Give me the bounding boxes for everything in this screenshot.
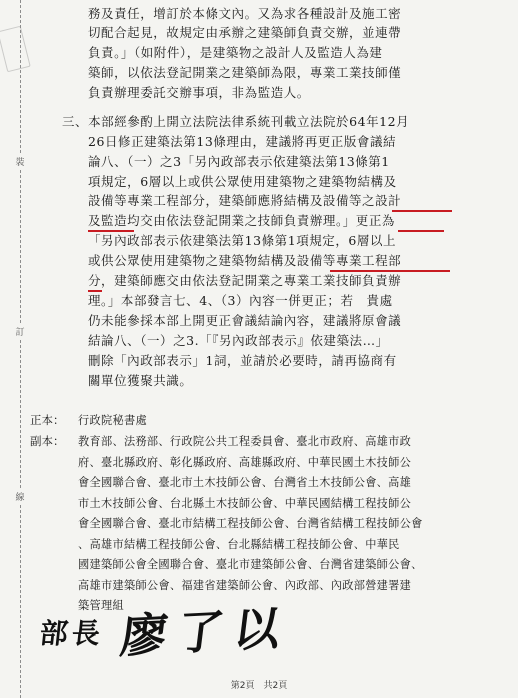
binding-mark-zhuang: 裝 [12,155,28,168]
body-line: 26日修正建築法第13條理由，建議將再更正版會議結 [88,134,397,149]
binding-mark-ding: 訂 [12,325,28,338]
page-number: 第2頁 共2頁 [230,681,288,691]
binding-mark-xian: 線 [12,490,28,503]
body-line: 關單位獲聚共識。 [88,373,193,388]
body-line: 三、本部經參酌上開立法院法律系統刊載立法院於64年12月 [62,114,410,129]
red-underline [88,230,134,232]
body-line: 及監造均交由依法登記開業之技師負責辦理。」更正為 [88,213,395,228]
signature-title: 部長 [38,617,106,650]
body-line: 結論八、（一）之3.「『另內政部表示』依建築法…」 [88,333,389,348]
body-line: 或供公眾使用建築物之建築物結構及設備等專業工程部 [88,253,402,268]
body-line: 仍未能參採本部上開更正會議結論內容，建議將原會議 [88,313,402,328]
copy-recipient-label: 副本： [30,434,65,448]
body-line: 理。」本部發言七、4、（3）內容一併更正；若 貴處 [88,293,393,308]
red-underline [392,210,452,212]
copy-recipient-line: 會全國聯合會、臺北市土木技師公會、台灣省土木技師公會、高雄 [78,476,412,489]
binding-dashed-line [20,0,21,698]
red-underline [398,230,444,232]
copy-recipient-line: 府、臺北縣政府、彰化縣政府、高雄縣政府、中華民國土木技師公 [78,455,412,469]
body-line: 「另內政部表示依建築法第13條第1項規定，6層以上 [88,233,397,248]
minister-signature: 廖了以 [117,600,294,664]
copy-recipient-line: 會全國聯合會、臺北市結構工程技師公會、台灣省結構工程技師公會 [78,517,423,530]
body-line: 項規定，6層以上或供公眾使用建築物之建築物結構及 [88,174,397,189]
body-line: 分，建築師應交由依法登記開業之專業工業技師負責辦 [88,273,402,288]
main-recipient: 行政院秘書處 [78,414,147,427]
copy-recipient-line: 高雄市建築師公會、福建省建築師公會、內政部、內政部營建署建 [78,578,412,592]
body-line: 論八、（一）之3「另內政部表示依建築法第13條第1 [88,154,390,169]
stamp-mark [0,26,31,73]
copy-recipient-line: 國建築師公會全國聯合會、臺北市建築師公會、台灣省建築師公會、 [78,558,423,571]
copy-recipient-line: 市土木技師公會、台北縣土木技師公會、中華民國結構工程技師公 [78,496,412,510]
body-line: 負責辦理委託交辦事項，非為監造人。 [88,85,310,100]
body-line: 切配合起見，故規定由承辦之建築師負責交辦，並連帶 [88,25,402,40]
copy-recipient-line: 、高雄市結構工程技師公會、台北縣結構工程技師公會、中華民 [78,537,400,551]
copy-recipient-line: 築管理組 [78,599,124,612]
body-line: 務及責任，增訂於本條文內。又為求各種設計及施工密 [88,6,402,21]
body-line: 築師，以依法登記開業之建築師為限，專業工業技師僅 [88,65,402,80]
body-line: 刪除「內政部表示」1詞，並請於必要時，請再協商有 [88,353,397,368]
red-underline [330,270,450,272]
red-underline [88,290,102,292]
copy-recipient-line: 教育部、法務部、行政院公共工程委員會、臺北市政府、高雄市政 [78,435,412,448]
body-line: 設備等專業工程部分，建築師應將結構及設備等之設計 [88,193,402,208]
main-recipient-label: 正本： [30,413,65,427]
body-line: 負責。」（如附件），是建築物之設計人及監造人為建 [88,45,383,60]
